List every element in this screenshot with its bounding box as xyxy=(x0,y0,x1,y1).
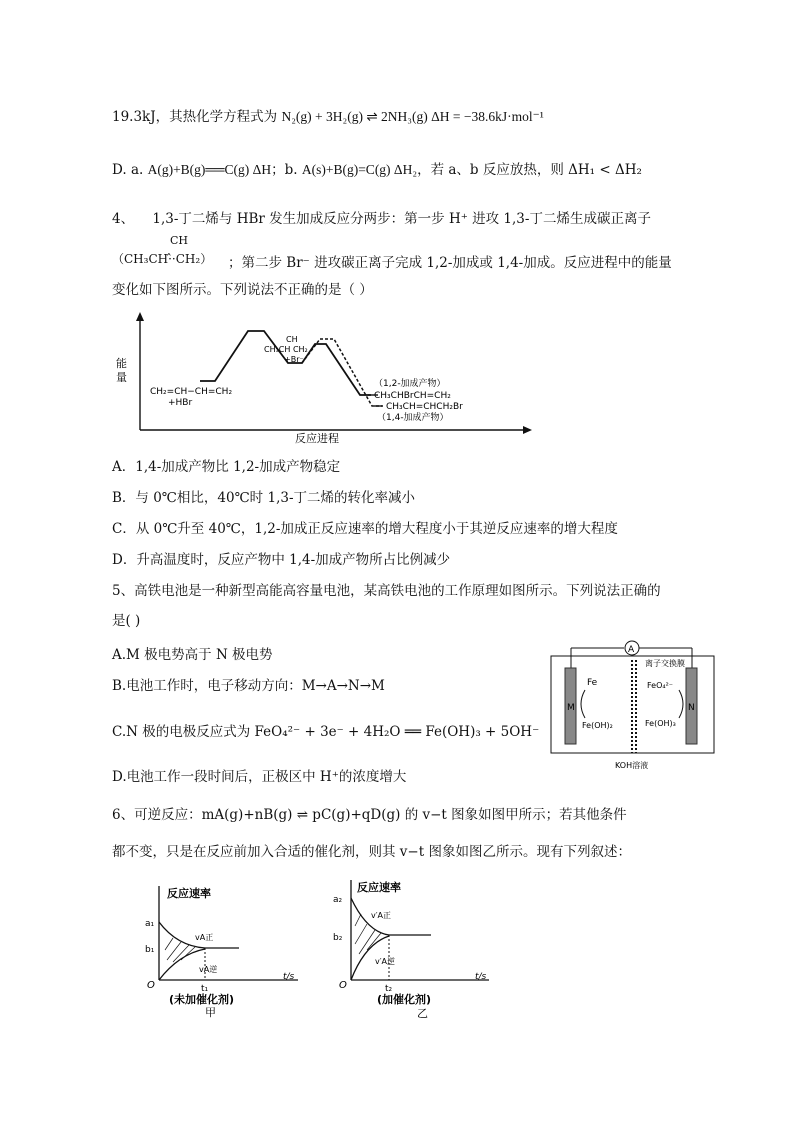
q4-option-a: A．1,4-加成产物比 1,2-加成产物稳定 xyxy=(112,459,341,475)
q4-option-b: B．与 0℃相比，40℃时 1,3-丁二烯的转化率减小 xyxy=(112,490,416,506)
line1-equation: N₂(g) + 3H₂(g) ⇌ 2NH₃(g) ΔH = −38.6kJ·mol⁻¹ xyxy=(281,109,544,124)
koh-label: KOH溶液 xyxy=(615,761,649,770)
energy-ylabel-2: 量 xyxy=(116,371,127,384)
q5-option-a: A.M 极电势高于 N 极电势 xyxy=(112,647,273,663)
jia-caption: (未加催化剂) xyxy=(169,993,235,1006)
q4-option-c: C．从 0℃升至 40℃，1,2-加成正反应速率的增大程度小于其逆反应速率的增大程度 xyxy=(112,521,618,537)
jia-hatch-2 xyxy=(167,942,181,960)
q5-option-b: B.电池工作时，电子移动方向：M→A→N→M xyxy=(112,678,385,694)
feo4-label: FeO₄²⁻ xyxy=(647,681,674,690)
q4-option-d: D．升高温度时，反应产物中 1,4-加成产物所占比例减少 xyxy=(112,552,451,568)
q4-number: 4、 xyxy=(112,211,135,227)
energy-diagram xyxy=(112,312,532,444)
cation-structure: （CH₃CH·̂·CH₂） xyxy=(112,252,213,266)
q4-line1 xyxy=(112,210,651,228)
intermediate-main: CH₃CH CH₂ xyxy=(264,345,308,354)
q5-option-c: C.N 极的电极反应式为 FeO₄²⁻ + 3e⁻ + 4H₂O ══ Fe(OH)₃ + 5OH⁻ xyxy=(112,724,540,740)
option-d-a: a. xyxy=(130,162,144,178)
energy-curve-dashed xyxy=(302,339,383,406)
feoh3-label: Fe(OH)₃ xyxy=(645,719,676,728)
feoh2-label: Fe(OH)₂ xyxy=(582,721,613,730)
option-d-tail: ，若 a、b 反应放热，则 ΔH₁ < ΔH₂ xyxy=(417,162,642,178)
yi-a2: a₂ xyxy=(333,895,343,905)
yi-hatch-2 xyxy=(355,924,367,944)
energy-ylabel-1: 能 xyxy=(116,357,127,370)
jia-title: 反应速率 xyxy=(167,887,211,900)
y-axis-arrow xyxy=(136,312,144,321)
intermediate-br: +Br⁻ xyxy=(284,355,304,364)
option-label: D. xyxy=(112,162,127,178)
jia-hatch-1 xyxy=(165,938,173,950)
yi-name: 乙 xyxy=(417,1007,428,1020)
n-label: N xyxy=(688,703,695,713)
fe-label: Fe xyxy=(587,678,598,688)
battery-diagram xyxy=(549,638,719,772)
vt-chart-jia xyxy=(143,880,313,1020)
q4-text2: ；第二步 Br⁻ 进攻碳正离子完成 1,2-加成或 1,4-加成。反应进程中的能量 xyxy=(228,255,672,271)
product-12: CH₃CHBrCH=CH₂ xyxy=(374,391,451,401)
jia-hatch-4 xyxy=(181,947,195,960)
equation-a: A(g)+B(g)══C(g) ΔH xyxy=(147,162,272,177)
m-label: M xyxy=(567,703,575,713)
yi-ts: t/s xyxy=(475,972,487,982)
jia-t1: t₁ xyxy=(201,984,209,994)
yi-b2: b₂ xyxy=(333,933,343,943)
yi-title: 反应速率 xyxy=(357,881,401,894)
energy-xlabel: 反应进程 xyxy=(295,432,339,444)
q5-option-d: D.电池工作一段时间后，正极区中 H⁺的浓度增大 xyxy=(112,769,407,785)
yi-vrev: v′A逆 xyxy=(375,957,396,966)
cation-top: CH xyxy=(170,234,189,247)
product-12-label: （1,2-加成产物） xyxy=(374,379,446,389)
reactant-hbr: +HBr xyxy=(168,398,193,408)
q4-text3: 变化如下图所示。下列说法不正确的是（ ） xyxy=(112,282,373,298)
yi-vfwd: v′A正 xyxy=(371,911,392,920)
intermediate-ch: CH xyxy=(286,335,298,344)
x-axis-arrow xyxy=(523,426,532,434)
equation-b: A(s)+B(g)=C(g) ΔH₂ xyxy=(301,162,418,177)
jia-name: 甲 xyxy=(205,1006,216,1019)
jia-origin: O xyxy=(147,980,155,991)
membrane-label: 离子交换膜 xyxy=(645,659,685,668)
line1-prefix: 19.3kJ，其热化学方程式为 xyxy=(112,109,278,125)
product-14-label: （1,4-加成产物） xyxy=(377,413,449,423)
q6-text1: 6、可逆反应：mA(g)+nB(g) ⇌ pC(g)+qD(g) 的 v−t 图象如图甲所示；若其他条件 xyxy=(112,807,627,823)
q6-text2: 都不变，只是在反应前加入合适的催化剂，则其 v−t 图象如图乙所示。现有下列叙述： xyxy=(112,844,631,860)
jia-b1: b₁ xyxy=(145,945,155,955)
jia-ts: t/s xyxy=(283,972,295,982)
q5-text2: 是( ) xyxy=(112,613,141,629)
yi-hatch-1 xyxy=(355,914,361,926)
prev-option-d xyxy=(112,161,642,179)
vt-chart-yi xyxy=(331,874,511,1020)
jia-vrev: vA逆 xyxy=(199,965,218,974)
q4-text1: 1,3-丁二烯与 HBr 发生加成反应分两步：第一步 H⁺ 进攻 1,3-丁二烯生成碳正离子 xyxy=(152,211,651,227)
line-thermochem xyxy=(112,108,544,126)
jia-vfwd: vA正 xyxy=(195,933,214,942)
yi-origin: O xyxy=(339,980,347,991)
option-d-sep: ；b. xyxy=(271,162,298,178)
q5-text1: 5、高铁电池是一种新型高能高容量电池，某高铁电池的工作原理如图所示。下列说法正确的 xyxy=(112,583,661,599)
product-14: CH₃CH=CHCH₂Br xyxy=(386,402,463,412)
reactant-label: CH₂=CH−CH=CH₂ xyxy=(150,387,233,397)
yi-caption: (加催化剂) xyxy=(377,993,432,1006)
yi-t2: t₂ xyxy=(385,984,393,994)
jia-a1: a₁ xyxy=(145,919,155,929)
ammeter-label: A xyxy=(628,645,635,655)
